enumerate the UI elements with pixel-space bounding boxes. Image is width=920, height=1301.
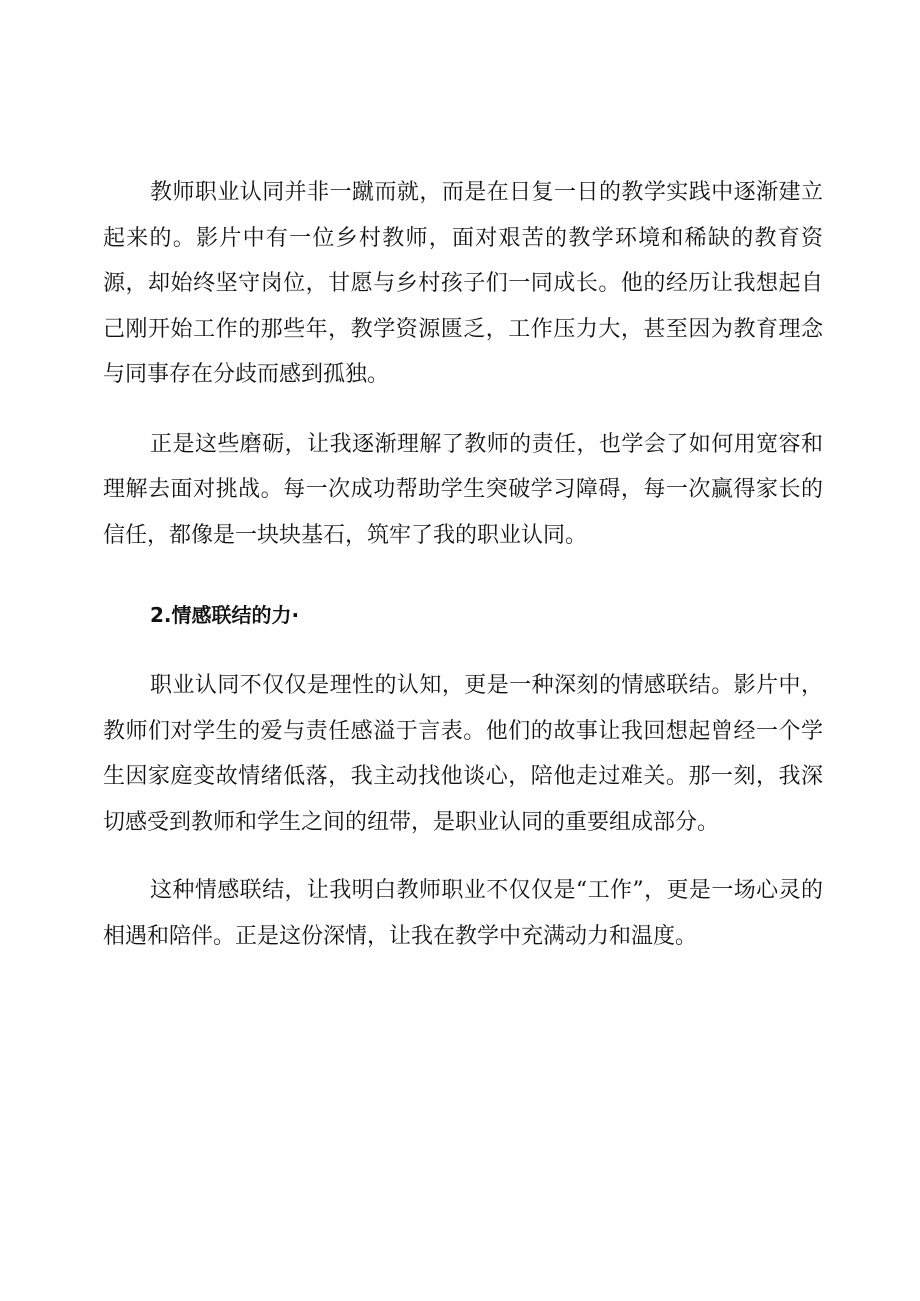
paragraph-teacher-identity: 教师职业认同并非一蹴而就，而是在日复一日的教学实践中逐渐建立起来的。影片中有一位乡村教师，面对艰苦的教学环境和稀缺的教育资源，却始终坚守岗位，甘愿与乡村孩子们一同成长。他的经历让我想起自己刚开始工作的那些年，教学资源匮乏，工作压力大，甚至因为教育理念与同事存在分歧而感到孤独。 <box>103 180 823 387</box>
section-heading-emotional-connection: 2.情感联结的力· <box>150 603 300 627</box>
paragraph-emotional-bond: 职业认同不仅仅是理性的认知，更是一种深刻的情感联结。影片中，教师们对学生的爱与责任感溢于言表。他们的故事让我回想起曾经一个学生因家庭变故情绪低落，我主动找他谈心，陪他走过难关。那一刻，我深切感受到教师和学生之间的纽带，是职业认同的重要组成部分。 <box>103 673 823 835</box>
document-body <box>103 170 823 959</box>
paragraph-growth-through-challenges: 正是这些磨砺，让我逐渐理解了教师的责任，也学会了如何用宽容和理解去面对挑战。每一次成功帮助学生突破学习障碍，每一次赢得家长的信任，都像是一块块基石，筑牢了我的职业认同。 <box>103 431 823 548</box>
paragraph-heart-encounter: 这种情感联结，让我明白教师职业不仅仅是“工作”，更是一场心灵的相遇和陪伴。正是这份深情，让我在教学中充满动力和温度。 <box>103 878 823 949</box>
